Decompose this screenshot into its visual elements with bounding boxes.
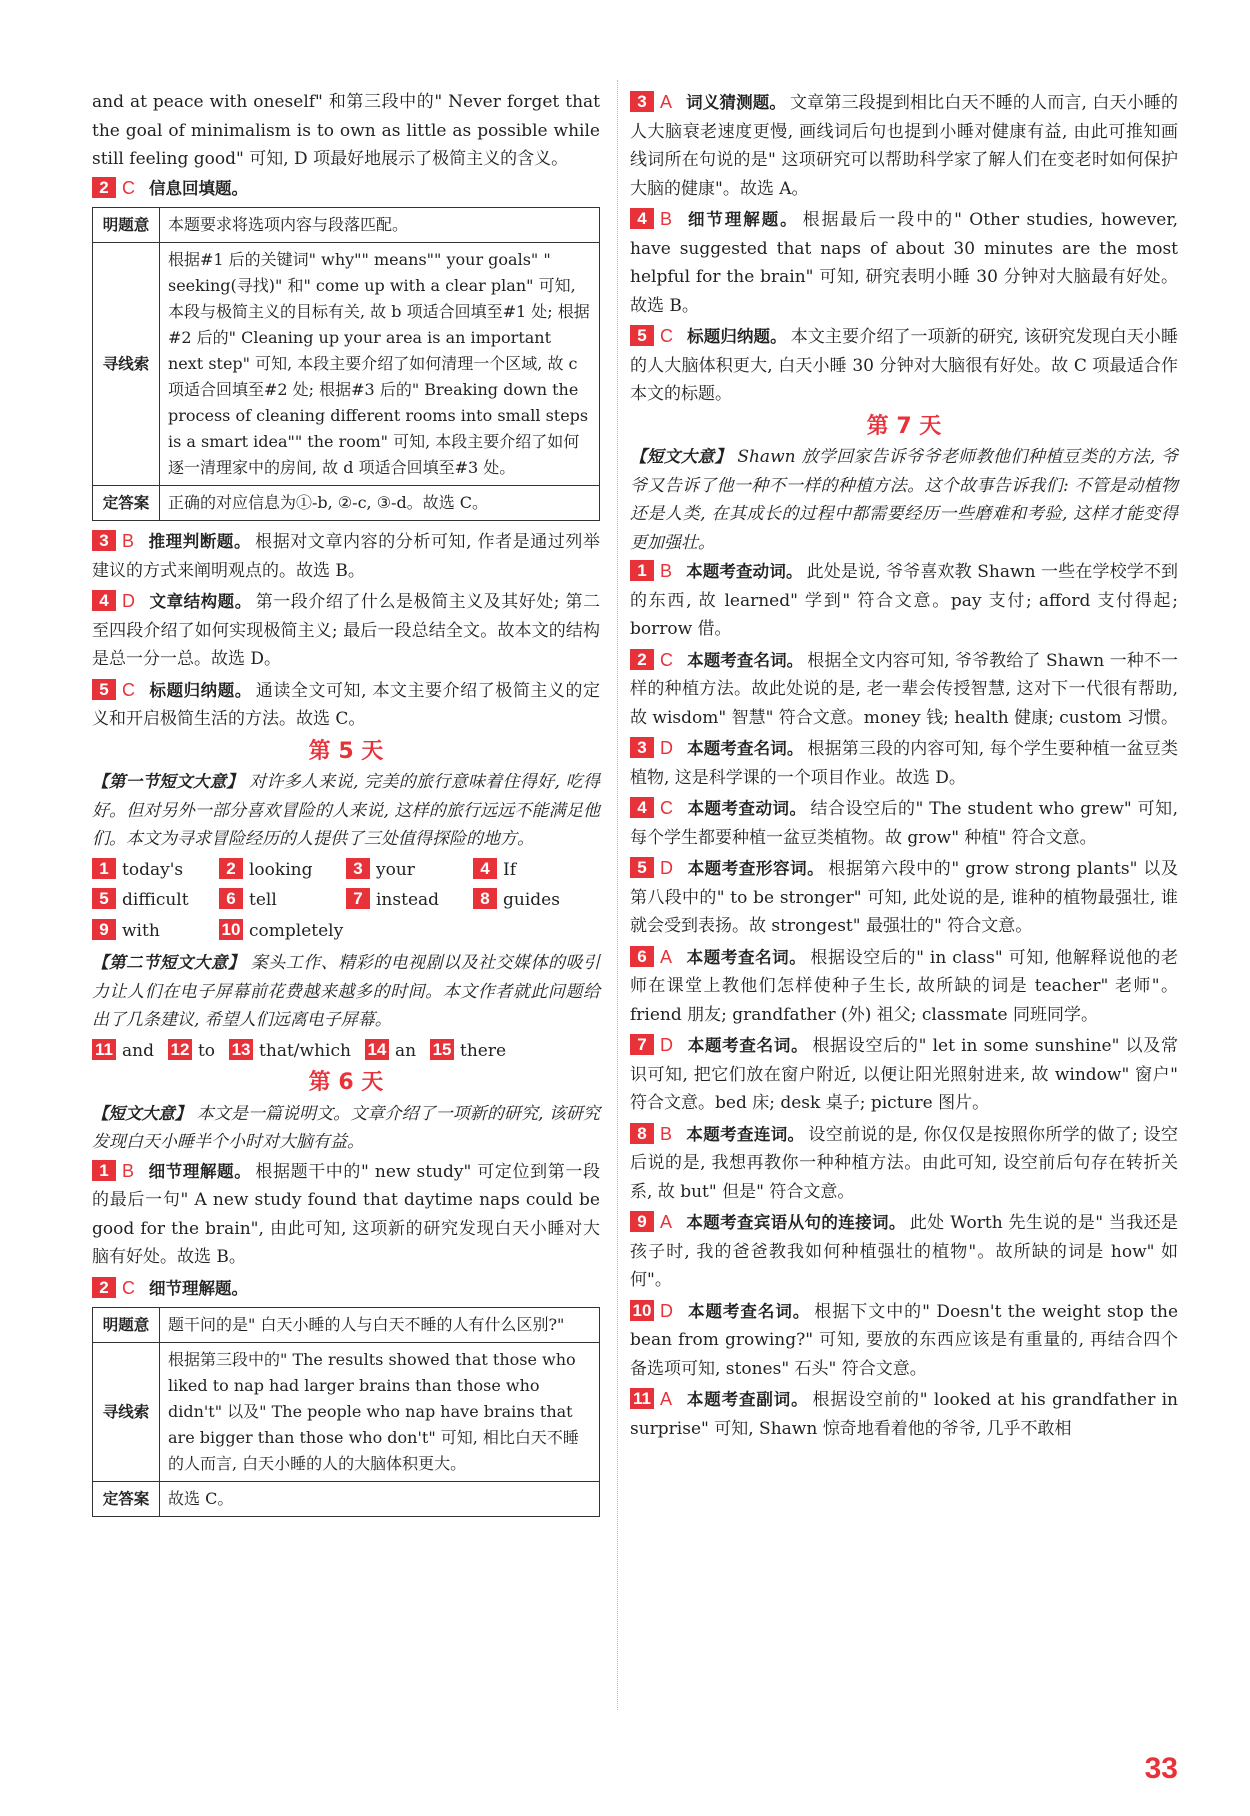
summary-paragraph — [92, 949, 600, 1035]
question-type: 本题考查名词。 — [687, 739, 804, 758]
question-number: 7 — [346, 888, 370, 909]
fill-word: looking — [249, 859, 313, 880]
fill-item — [168, 1037, 215, 1066]
question-number: 9 — [92, 919, 116, 940]
table-cell: 故选 C。 — [160, 1482, 600, 1517]
table-cell: 根据第三段中的" The results showed that those who liked to nap had larger brains than those who didn't" 以及" The people who nap have brains that are bigger than those who don't" 可知, 相比白天不睡的人而言, 白天小睡的人的大脑体积更大。 — [160, 1343, 600, 1482]
answer-letter: D — [660, 1035, 673, 1055]
answer-item — [630, 205, 1178, 320]
question-number: 13 — [229, 1039, 253, 1060]
fill-word: with — [122, 920, 160, 941]
fill-word: to — [197, 1040, 216, 1061]
summary-label: 【第一节短文大意】 — [92, 772, 244, 791]
summary-label: 【第二节短文大意】 — [92, 953, 245, 972]
answer-text: 结合设空后的" The student who grew" 可知, 每个学生都要种植一盆豆类植物。故 grow" 种植" 符合文意。 — [630, 799, 1178, 848]
table-header: 寻线索 — [93, 243, 160, 486]
answer-text: 本文主要介绍了一项新的研究, 该研究发现白天小睡的人大脑体积更大, 白天小睡 30 分钟对大脑很有好处。故 C 项最适合作本文的标题。 — [630, 327, 1179, 404]
question-number: 4 — [630, 208, 654, 229]
question-number: 11 — [92, 1039, 116, 1060]
answer-letter: D — [122, 591, 135, 611]
question-number: 5 — [630, 325, 654, 346]
question-number: 7 — [630, 1034, 654, 1055]
fill-word: completely — [249, 920, 344, 941]
answer-item — [630, 646, 1178, 733]
fill-word: guides — [503, 890, 560, 910]
day-heading: 第 6 天 — [308, 1070, 384, 1095]
answer-text: 根据全文内容可知, 爷爷教给了 Shawn 一种不一样的种植方法。故此处说的是, 老一辈会传授智慧, 这对下一代很有帮助, 故 wisdom" 智慧" 符合文意。money 钱; health 健康; custom 习惯。 — [630, 650, 1178, 728]
question-number: 3 — [630, 737, 654, 758]
answer-item — [92, 587, 600, 674]
table-header: 明题意 — [93, 1308, 160, 1343]
fill-word: If — [503, 859, 517, 880]
answer-letter: D — [660, 858, 673, 878]
answer-item — [630, 1297, 1178, 1384]
fill-word: your — [376, 859, 415, 880]
answer-item — [92, 1274, 600, 1304]
table-header: 定答案 — [93, 1482, 160, 1517]
question-number: 4 — [92, 590, 116, 611]
analysis-table — [92, 207, 600, 521]
answer-text: 根据最后一段中的" Other studies, however, have suggested that naps of about 30 minutes are the most helpful for the brain" 可知, 研究表明小睡 30 分钟对大脑最有好处。故选 B。 — [630, 210, 1178, 316]
table-cell: 题干问的是" 白天小睡的人与白天不睡的人有什么区别?" — [160, 1308, 600, 1343]
question-number: 2 — [219, 858, 243, 879]
answer-item — [92, 1157, 600, 1272]
question-type: 本题考查动词。 — [687, 799, 807, 818]
answer-text: 此处 Worth 先生说的是" 当我还是孩子时, 我的爸爸教我如何种植强壮的植物"。故所缺的词是 how" 如何"。 — [630, 1213, 1179, 1290]
answer-item — [630, 1385, 1178, 1443]
intro-paragraph: and at peace with oneself" 和第三段中的" Never forget that the goal of minimalism is to own as little as possible while still feeling good" 可知, D 项最好地展示了极简主义的含义。 — [92, 92, 600, 169]
answer-item — [630, 557, 1178, 644]
question-number: 1 — [630, 560, 654, 581]
question-type: 细节理解题。 — [148, 1161, 252, 1181]
table-header: 明题意 — [93, 208, 160, 243]
answer-letter: C — [660, 649, 673, 670]
question-number: 10 — [630, 1300, 654, 1321]
day-heading: 第 5 天 — [308, 738, 384, 764]
question-type: 推理判断题。 — [148, 532, 252, 551]
fill-item — [219, 917, 346, 946]
answer-item — [92, 174, 600, 204]
answer-letter: A — [660, 1389, 673, 1409]
question-number: 11 — [630, 1388, 654, 1409]
fill-item — [92, 1037, 154, 1066]
answer-item — [92, 676, 600, 734]
question-number: 6 — [630, 946, 654, 967]
question-type: 本题考查名词。 — [687, 1036, 809, 1055]
fill-word: that/which — [259, 1040, 351, 1061]
answer-text: 根据第三段的内容可知, 每个学生要种植一盆豆类植物, 这是科学课的一个项目作业。故选 D。 — [630, 739, 1179, 788]
fill-answers — [92, 1037, 600, 1066]
answer-item — [630, 322, 1178, 409]
question-number: 1 — [92, 858, 116, 879]
question-type: 本题考查形容词。 — [687, 859, 825, 878]
page-number: 33 — [1144, 1752, 1178, 1785]
question-type: 本题考查副词。 — [686, 1390, 809, 1409]
fill-item — [92, 856, 219, 885]
answer-item — [630, 734, 1178, 792]
answer-text: 此处是说, 爷爷喜欢教 Shawn 一些在学校学不到的东西, 故 learned" 学到" 符合文意。pay 支付; afford 支付得起; borrow 借。 — [630, 562, 1178, 639]
fill-word: there — [460, 1040, 507, 1061]
summary-text: 本文是一篇说明文。文章介绍了一项新的研究, 该研究发现白天小睡半个小时对大脑有益。 — [92, 1103, 600, 1152]
summary-text: 对许多人来说, 完美的旅行意味着住得好, 吃得好。但对另外一部分喜欢冒险的人来说, 这样的旅行远远不能满足他们。本文为寻求冒险经历的人提供了三处值得探险的地方。 — [92, 772, 600, 849]
answer-letter: A — [660, 1212, 673, 1232]
answer-letter: D — [660, 1300, 673, 1321]
answer-letter: B — [660, 209, 673, 229]
answer-text: 文章第三段提到相比白天不睡的人而言, 白天小睡的人大脑衰老速度更慢, 画线词后句也提到小睡对健康有益, 由此可推知画线词所在句说的是" 这项研究可以帮助科学家了解人们在变老时如何保护大脑的健康"。故选 A。 — [630, 93, 1179, 199]
right-column — [630, 88, 1178, 1445]
question-number: 12 — [168, 1039, 192, 1060]
question-type: 本题考查连词。 — [686, 1124, 805, 1144]
table-header: 定答案 — [93, 486, 160, 521]
question-number: 15 — [430, 1039, 454, 1060]
answer-letter: B — [122, 1160, 135, 1181]
question-type: 信息回填题。 — [149, 178, 248, 198]
question-type: 标题归纳题。 — [149, 680, 252, 700]
question-type: 本题考查宾语从句的连接词。 — [686, 1213, 906, 1232]
answer-text: 根据第六段中的" grow strong plants" 以及第八段中的" to be stronger" 可知, 此处说的是, 谁种的植物最强壮, 谁就会受到表扬。故 strongest" 最强壮的" 符合文意。 — [630, 859, 1178, 936]
question-type: 本题考查名词。 — [687, 1301, 811, 1321]
table-cell: 正确的对应信息为①-b, ②-c, ③-d。故选 C。 — [160, 486, 600, 521]
answer-letter: B — [660, 1123, 673, 1144]
question-number: 3 — [346, 858, 370, 879]
fill-item — [219, 886, 346, 915]
question-number: 2 — [630, 649, 654, 670]
question-type: 标题归纳题。 — [687, 327, 787, 346]
question-number: 10 — [219, 919, 243, 940]
fill-item — [346, 886, 473, 915]
answer-item — [630, 854, 1178, 941]
question-type: 本题考查动词。 — [686, 562, 803, 581]
answer-letter: A — [660, 946, 673, 967]
answer-text: 根据下文中的" Doesn't the weight stop the bean from growing?" 可知, 要放的东西应该是有重量的, 再结合四个备选项可知, stones" 石头" 符合文意。 — [630, 1301, 1179, 1379]
fill-word: difficult — [122, 890, 189, 910]
answer-item — [630, 1031, 1178, 1118]
fill-word: and — [122, 1040, 154, 1061]
answer-item — [630, 943, 1178, 1030]
question-number: 5 — [630, 857, 654, 878]
fill-item — [229, 1037, 351, 1066]
answer-item — [630, 1208, 1178, 1295]
fill-item — [473, 856, 600, 885]
fill-item — [219, 856, 346, 885]
answer-text: 根据设空后的" in class" 可知, 他解释说他的老师在课堂上教他们怎样使种子生长, 故所缺的词是 teacher" 老师"。friend 朋友; grandfather (外) 祖父; classmate 同班同学。 — [630, 947, 1178, 1025]
question-number: 8 — [630, 1123, 654, 1144]
fill-word: today's — [122, 859, 184, 880]
summary-paragraph — [630, 443, 1178, 557]
question-type: 细节理解题。 — [686, 210, 799, 229]
question-number: 14 — [365, 1039, 389, 1060]
answer-text: 根据设空前的" looked at his grandfather in surprise" 可知, Shawn 惊奇地看着他的爷爷, 几乎不敢相 — [630, 1390, 1178, 1439]
analysis-table — [92, 1307, 600, 1517]
summary-text: Shawn 放学回家告诉爷爷老师教他们种植豆类的方法, 爷爷又告诉了他一种不一样的种植方法。这个故事告诉我们: 不管是动植物还是人类, 在其成长的过程中都需要经历一些磨难和考验, 这样才能变得更加强壮。 — [630, 447, 1178, 553]
table-header: 寻线索 — [93, 1343, 160, 1482]
question-number: 4 — [473, 858, 497, 879]
fill-item — [365, 1037, 416, 1066]
answer-text: 根据对文章内容的分析可知, 作者是通过列举建议的方式来阐明观点的。故选 B。 — [92, 532, 601, 581]
question-number: 9 — [630, 1211, 654, 1232]
question-type: 文章结构题。 — [149, 592, 252, 611]
answer-item — [630, 1120, 1178, 1207]
answer-text: 通读全文可知, 本文主要介绍了极简主义的定义和开启极简生活的方法。故选 C。 — [92, 680, 601, 729]
answer-letter: C — [122, 177, 135, 198]
table-cell: 根据#1 后的关键词" why"" means"" your goals" " seeking(寻找)" 和" come up with a clear plan" 可知, 本段与极简主义的目标有关, 故 b 项适合回填至#1 处; 根据#2 后的" Cleaning up your area is an important next step" 可知, 本段主要介绍了如何清理一个区域, 故 c 项适合回填至#2 处; 根据#3 后的" Breaking down the process of cleaning different rooms into small steps is a smart idea"" the room" 可知, 本段主要介绍了如何逐一清理家中的房间, 故 d 项适合回填至#3 处。 — [160, 243, 600, 486]
question-number: 3 — [630, 91, 654, 112]
fill-word: an — [394, 1040, 417, 1061]
question-type: 细节理解题。 — [149, 1278, 248, 1298]
question-type: 本题考查名词。 — [687, 650, 804, 670]
question-number: 4 — [630, 797, 654, 818]
summary-label: 【短文大意】 — [92, 1103, 192, 1123]
column-divider — [617, 80, 618, 1710]
answer-text: 根据设空后的" let in some sunshine" 以及常识可知, 把它们放在窗户附近, 以便让阳光照射进来, 故 window" 窗户" 符合文意。bed 床; desk 桌子; picture 图片。 — [630, 1036, 1178, 1113]
answer-letter: C — [660, 798, 673, 818]
summary-text: 案头工作、精彩的电视剧以及社交媒体的吸引力让人们在电子屏幕前花费越来越多的时间。本文作者就此问题给出了几条建议, 希望人们远离电子屏幕。 — [92, 953, 600, 1030]
question-type: 本题考查名词。 — [686, 947, 807, 967]
fill-item — [92, 886, 219, 915]
answer-item — [630, 88, 1178, 203]
question-number: 2 — [92, 1277, 116, 1298]
day-heading: 第 7 天 — [866, 413, 942, 439]
question-type: 词义猜测题。 — [686, 93, 787, 112]
table-cell: 本题要求将选项内容与段落匹配。 — [160, 208, 600, 243]
answer-letter: C — [660, 326, 673, 346]
question-number: 3 — [92, 530, 116, 551]
question-number: 8 — [473, 888, 497, 909]
answer-item — [92, 527, 600, 585]
fill-item — [430, 1037, 506, 1066]
fill-word: instead — [376, 890, 440, 910]
fill-item — [346, 856, 473, 885]
fill-item — [473, 886, 600, 915]
answer-list — [630, 557, 1178, 1443]
question-number: 2 — [92, 177, 116, 198]
summary-paragraph — [92, 1100, 600, 1157]
left-column — [92, 88, 600, 1523]
answer-item — [630, 794, 1178, 852]
fill-word: tell — [249, 890, 277, 910]
answer-text: 根据题干中的" new study" 可定位到第一段的最后一句" A new study found that daytime naps could be good for the brain", 由此可知, 这项新的研究发现白天小睡对大脑有好处。故选 B。 — [92, 1161, 601, 1267]
question-number: 6 — [219, 888, 243, 909]
question-number: 1 — [92, 1160, 116, 1181]
answer-letter: C — [122, 679, 135, 700]
summary-label: 【短文大意】 — [630, 447, 732, 466]
fill-item — [92, 917, 219, 946]
question-number: 5 — [92, 888, 116, 909]
answer-letter: A — [660, 92, 673, 112]
answer-letter: D — [660, 738, 673, 758]
answer-text: 第一段介绍了什么是极简主义及其好处; 第二至四段介绍了如何实现极简主义; 最后一段总结全文。故本文的结构是总一分一总。故选 D。 — [92, 592, 600, 669]
answer-text: 设空前说的是, 你仅仅是按照你所学的做了; 设空后说的是, 我想再教你一种种植方法。由此可知, 设空前后句存在转折关系, 故 but" 但是" 符合文意。 — [630, 1124, 1178, 1202]
summary-paragraph — [92, 768, 600, 854]
question-number: 5 — [92, 679, 116, 700]
answer-letter: B — [660, 561, 673, 581]
answer-letter: B — [122, 531, 135, 551]
fill-answers — [92, 856, 600, 946]
answer-letter: C — [122, 1277, 135, 1298]
